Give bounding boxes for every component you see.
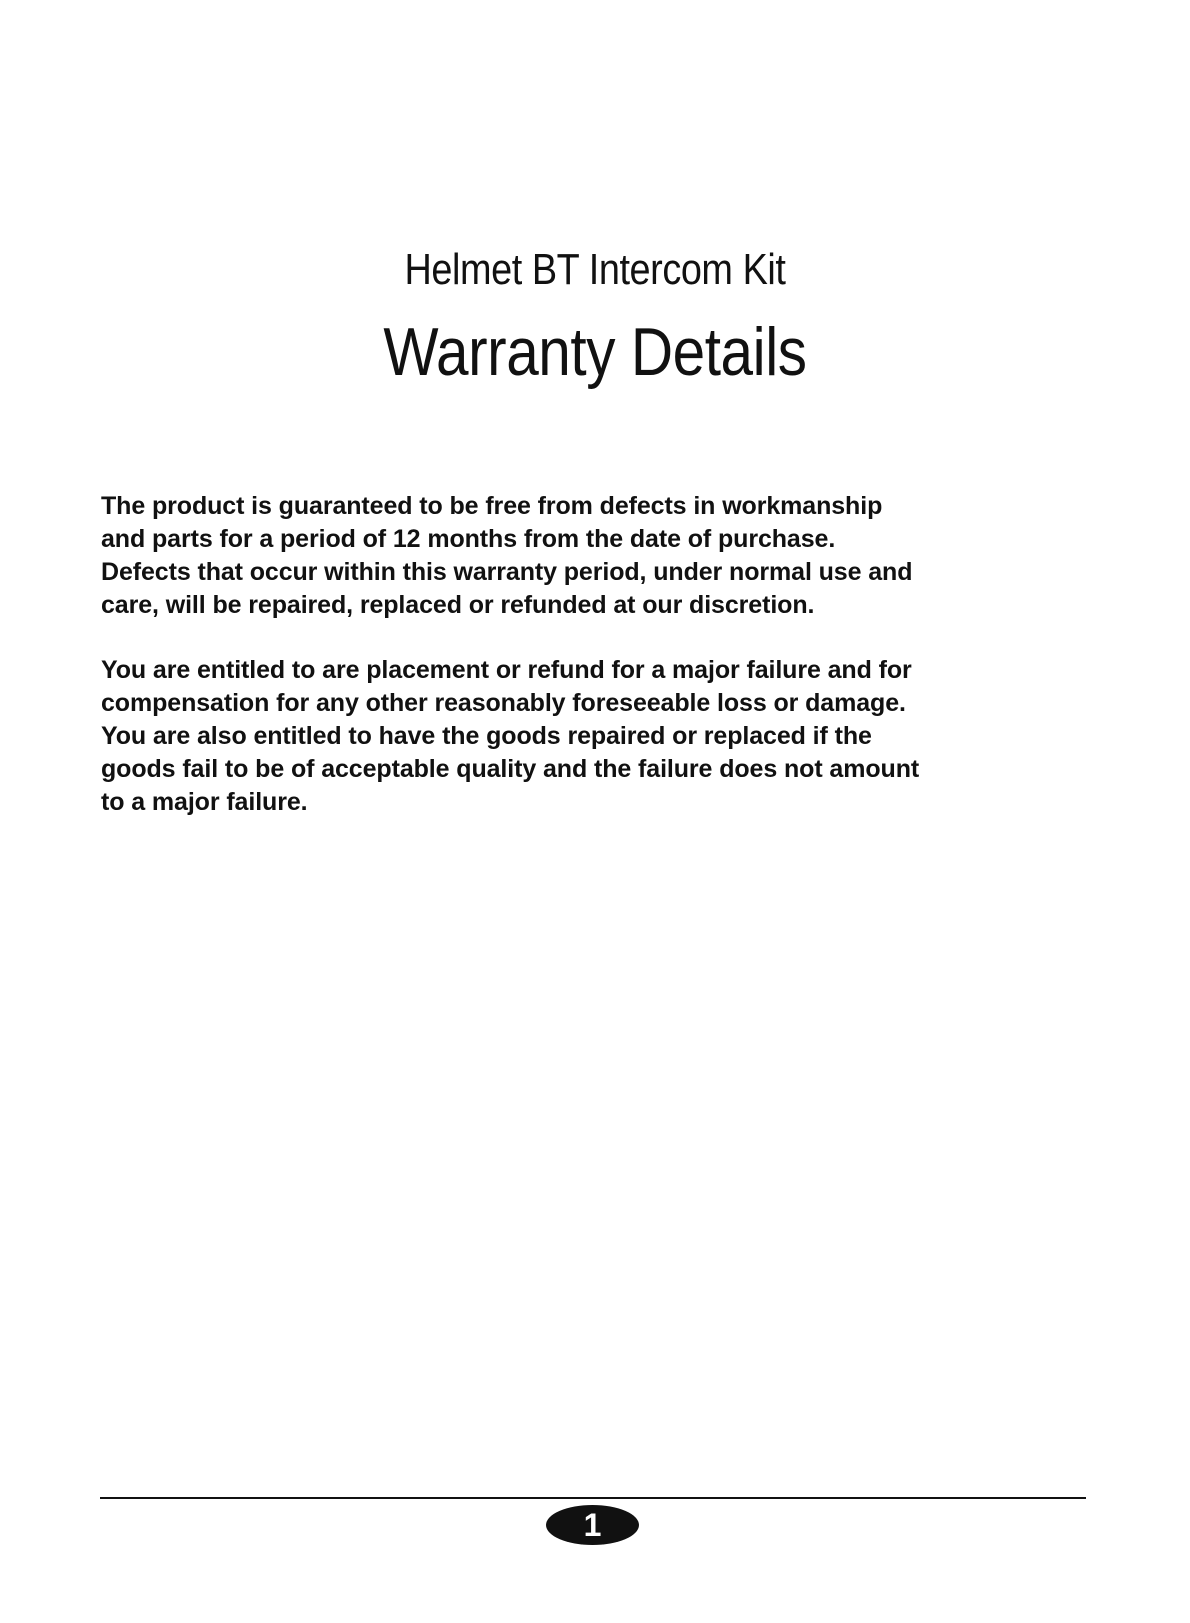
warranty-paragraph-1 [101, 490, 1091, 622]
page-number-badge: 1 [546, 1505, 639, 1545]
footer-divider [100, 1497, 1086, 1499]
document-subtitle: Helmet BT Intercom Kit [404, 245, 786, 294]
paragraph-line: The product is guaranteed to be free from defects in workmanship [101, 492, 883, 520]
paragraph-line: care, will be repaired, replaced or refunded at our discretion. [101, 591, 815, 619]
paragraph-line: You are entitled to are placement or refund for a major failure and for [101, 656, 912, 684]
document-title: Warranty Details [383, 314, 807, 390]
paragraph-line: to a major failure. [101, 788, 308, 816]
paragraph-line: You are also entitled to have the goods repaired or replaced if the [101, 722, 872, 750]
paragraph-line: Defects that occur within this warranty period, under normal use and [101, 558, 913, 586]
paragraph-line: goods fail to be of acceptable quality and the failure does not amount [101, 755, 920, 783]
paragraph-line: compensation for any other reasonably foreseeable loss or damage. [101, 689, 906, 717]
warranty-paragraph-2 [101, 654, 1091, 819]
paragraph-line: and parts for a period of 12 months from the date of purchase. [101, 525, 836, 553]
